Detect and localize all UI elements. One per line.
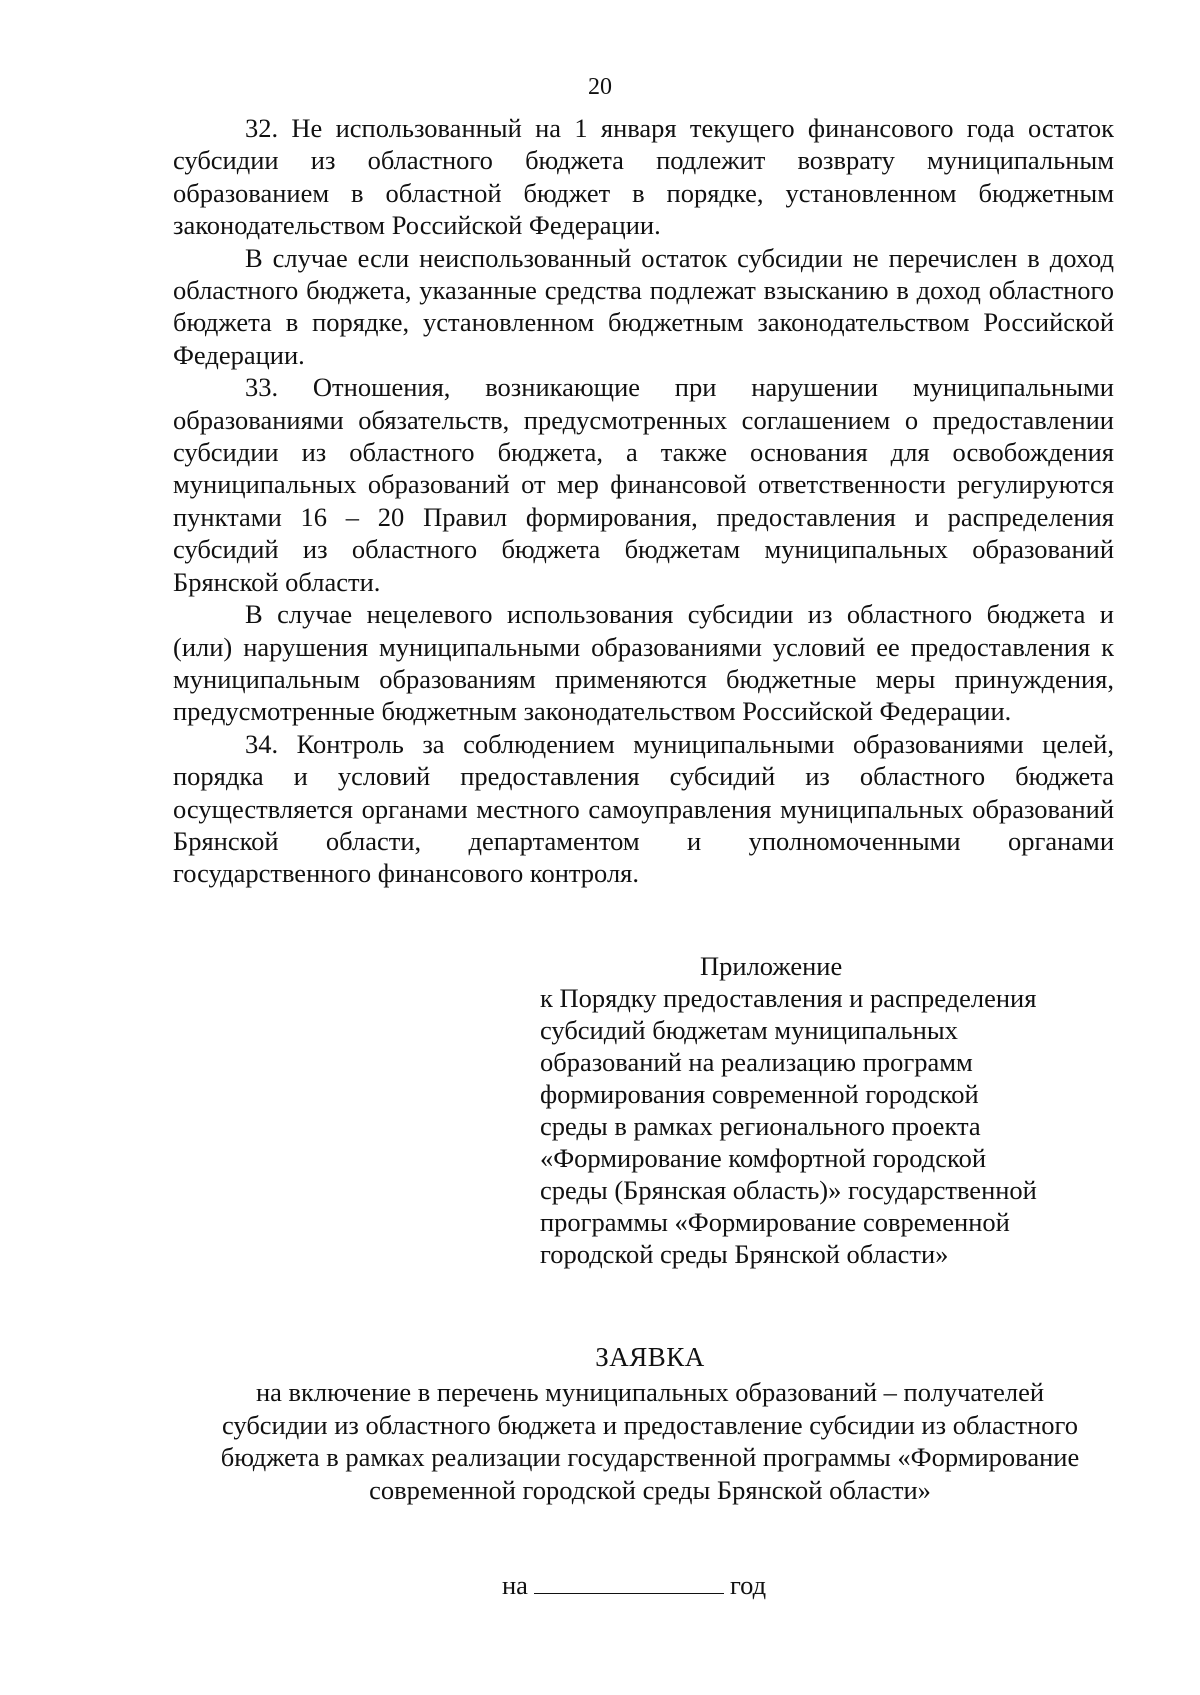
application-subtitle-line: субсидии из областного бюджета и предоставление субсидии из областного: [222, 1409, 1078, 1440]
application-subtitle-line: бюджета в рамках реализации государственной программы «Формирование: [220, 1442, 1080, 1472]
paragraph-33-continued: В случае нецелевого использования субсидии из областного бюджета и (или) нарушения муниципальными образованиями условий ее предоставления к муниципальным образованиям применяются бюджетные меры принуждения, предусмотренные бюджетным законодательством Российской Федерации.: [173, 599, 1114, 727]
appendix-line: городской среды Брянской области»: [540, 1239, 949, 1269]
appendix-line: образований на реализацию программ: [540, 1047, 973, 1077]
appendix-block: [540, 950, 1100, 1270]
year-blank-field[interactable]: [534, 1571, 724, 1594]
appendix-line: к Порядку предоставления и распределения: [540, 983, 1037, 1013]
appendix-line: программы «Формирование современной: [540, 1207, 1010, 1237]
application-subtitle: [170, 1376, 1130, 1506]
year-line: [502, 1570, 766, 1601]
application-subtitle-line: на включение в перечень муниципальных образований – получателей: [255, 1377, 1045, 1407]
appendix-line: среды (Брянская область)» государственной: [540, 1175, 1037, 1205]
appendix-line: среды в рамках регионального проекта: [540, 1111, 981, 1141]
body-text: [173, 112, 1114, 890]
appendix-line: субсидий бюджетам муниципальных: [540, 1015, 958, 1045]
appendix-heading: Приложение: [700, 951, 843, 981]
page-number: 20: [588, 74, 612, 100]
paragraph-34: 34. Контроль за соблюдением муниципальными образованиями целей, порядка и условий предоставления субсидий из областного бюджета осуществляется органами местного самоуправления муниципальных образований Брянской области, департаментом и уполномоченными органами государственного финансового контроля.: [173, 728, 1114, 889]
paragraph-32: 32. Не использованный на 1 января текущего финансового года остаток субсидии из областного бюджета подлежит возврату муниципальным образованием в областной бюджет в порядке, установленном бюджетным законодательством Российской Федерации.: [173, 113, 1114, 241]
paragraph-33: 33. Отношения, возникающие при нарушении муниципальными образованиями обязательств, предусмотренных соглашением о предоставлении субсидии из областного бюджета, а также основания для освобождения муниципальных образований от мер финансовой ответственности регулируются пунктами 16 – 20 Правил формирования, предоставления и распределения субсидий из областного бюджета бюджетам муниципальных образований Брянской области.: [173, 372, 1114, 597]
appendix-line: формирования современной городской: [540, 1079, 979, 1109]
appendix-line: «Формирование комфортной городской: [540, 1143, 986, 1173]
paragraph-32-continued: В случае если неиспользованный остаток субсидии не перечислен в доход областного бюджета, указанные средства подлежат взысканию в доход областного бюджета в порядке, установленном бюджетным законодательством Российской Федерации.: [173, 242, 1114, 370]
application-subtitle-line: современной городской среды Брянской области»: [369, 1474, 931, 1505]
year-prefix: на: [502, 1570, 528, 1600]
application-title: ЗАЯВКА: [595, 1342, 705, 1372]
year-suffix: год: [729, 1570, 767, 1600]
